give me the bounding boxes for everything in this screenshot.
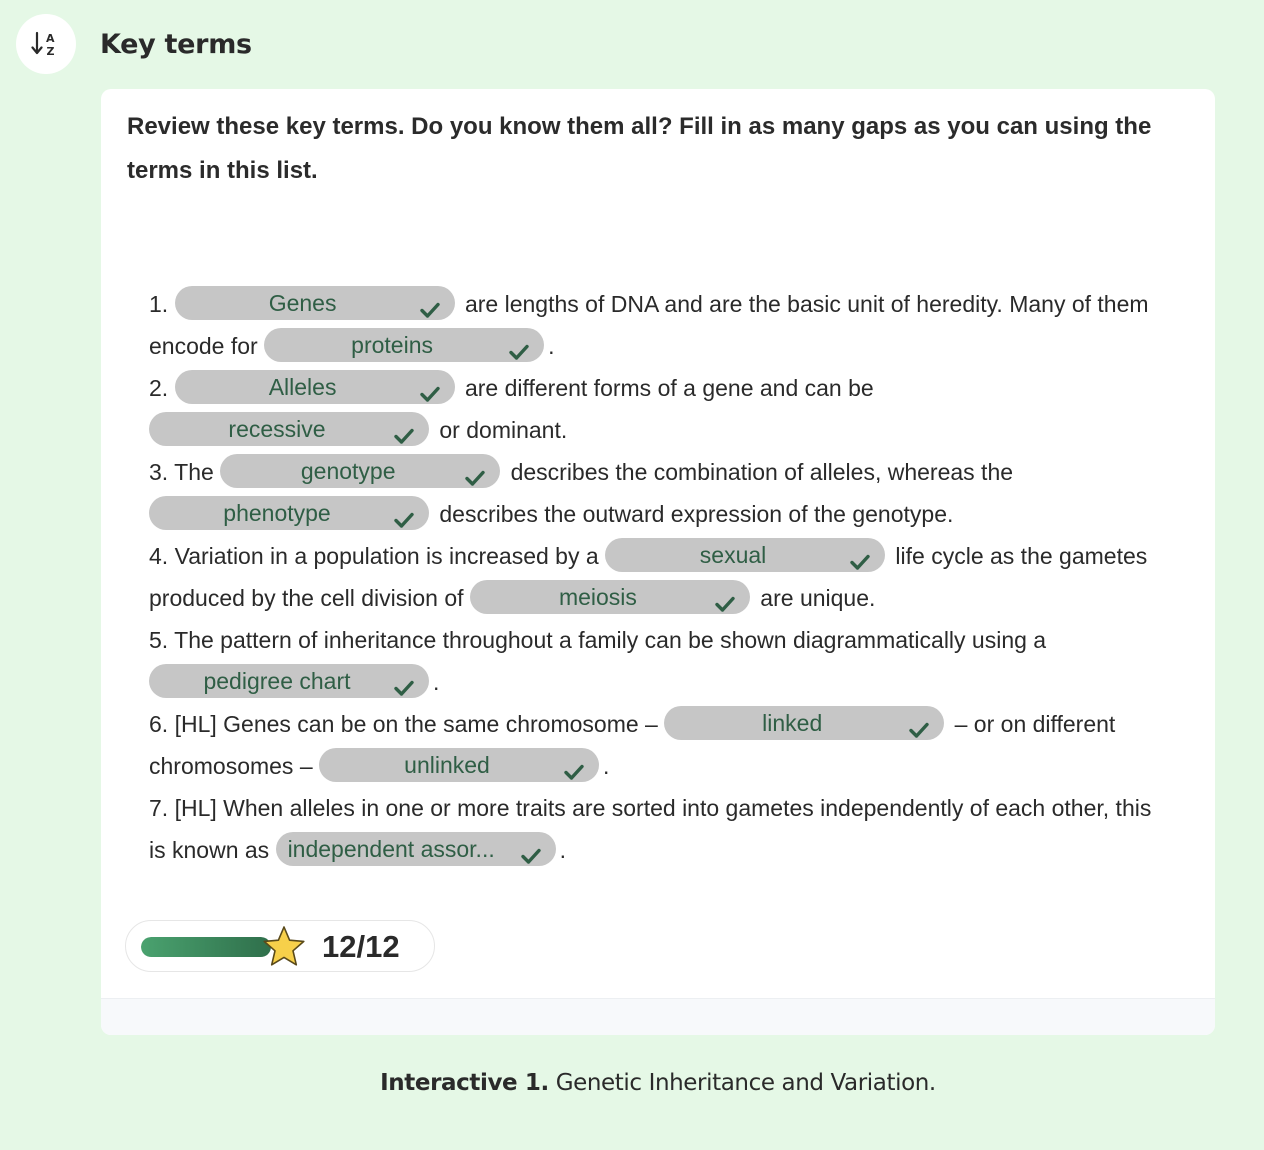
check-icon [849, 544, 871, 566]
answer-text: linked [762, 709, 823, 736]
answer-text: phenotype [223, 499, 331, 526]
answer-text: meiosis [558, 583, 637, 610]
sentence-text: are different forms of a gene and can be [458, 375, 874, 401]
check-icon [393, 418, 415, 440]
answer-dropdown[interactable] [149, 496, 429, 530]
gap-fill-item [149, 787, 1159, 871]
gap-fill-item [149, 283, 1159, 367]
sentence-text: are lengths of DNA and are the basic unit of heredity. Many of them encode for [149, 291, 1149, 359]
gap-fill-item [149, 703, 1159, 787]
sentence-text: 2. [149, 375, 175, 401]
section-title: Key terms [100, 28, 252, 60]
score-indicator [125, 920, 435, 972]
answer-dropdown[interactable] [664, 706, 944, 740]
sentence-text: or dominant. [433, 417, 568, 443]
check-icon [464, 460, 486, 482]
answer-dropdown[interactable] [605, 538, 885, 572]
check-icon [714, 586, 736, 608]
check-icon [393, 670, 415, 692]
gap-fill-list [149, 283, 1159, 871]
sentence-text: life cycle as the gametes produced by the cell division of [149, 543, 1148, 611]
figure-caption [0, 1070, 1264, 1096]
answer-text: unlinked [404, 751, 490, 778]
check-icon [508, 334, 530, 356]
check-icon [520, 838, 542, 860]
answer-dropdown[interactable] [264, 328, 544, 362]
sentence-text: describes the outward expression of the genotype. [433, 501, 954, 527]
answer-dropdown[interactable] [149, 664, 429, 698]
activity-card [101, 89, 1215, 1035]
answer-text: Genes [268, 289, 337, 316]
instructions-text: Review these key terms. Do you know them all? Fill in as many gaps as you can using the terms in this list. [127, 113, 1152, 184]
gap-fill-item [149, 367, 1159, 451]
answer-text: sexual [699, 541, 767, 568]
answer-text: independent assor... [287, 835, 495, 862]
answer-dropdown[interactable] [175, 370, 455, 404]
answer-dropdown[interactable] [319, 748, 599, 782]
gap-fill-item [149, 451, 1159, 535]
sentence-text: are unique. [753, 585, 876, 611]
sentence-text: – or on different chromosomes – [149, 711, 1116, 779]
answer-text: recessive [228, 415, 326, 442]
svg-text:Z: Z [46, 45, 55, 58]
sentence-text: 4. Variation in a population is increased by a [149, 543, 606, 569]
section-header [16, 14, 252, 74]
answer-text: proteins [351, 331, 433, 358]
gap-fill-item [149, 619, 1159, 703]
sentence-text: . [603, 753, 610, 779]
sentence-text: . [548, 333, 555, 359]
sentence-text: 5. The pattern of inheritance throughout a family can be shown diagrammatically using a [149, 627, 1047, 653]
gap-fill-item [149, 535, 1159, 619]
sentence-text: . [559, 837, 566, 863]
sentence-text: . [433, 669, 440, 695]
sentence-text: 3. The [149, 459, 221, 485]
answer-text: Alleles [268, 373, 337, 400]
progress-bar [141, 937, 271, 957]
svg-text:A: A [46, 32, 55, 45]
sentence-text: 1. [149, 291, 175, 317]
answer-dropdown[interactable] [175, 286, 455, 320]
progress-fill [141, 937, 271, 957]
answer-text: pedigree chart [203, 667, 351, 694]
score-text: 12/12 [322, 929, 400, 964]
star-icon [259, 923, 309, 973]
caption-text: Genetic Inheritance and Variation. [548, 1070, 936, 1096]
check-icon [908, 712, 930, 734]
answer-dropdown[interactable] [149, 412, 429, 446]
check-icon [419, 376, 441, 398]
answer-dropdown[interactable] [276, 832, 556, 866]
sentence-text: 7. [HL] When alleles in one or more traits are sorted into gametes independently of each other, this is known as [149, 795, 1152, 863]
answer-text: genotype [300, 457, 396, 484]
sort-az-icon[interactable] [16, 14, 76, 74]
check-icon [419, 292, 441, 314]
caption-label: Interactive 1. [380, 1070, 549, 1096]
sentence-text: 6. [HL] Genes can be on the same chromosome – [149, 711, 665, 737]
check-icon [393, 502, 415, 524]
answer-dropdown[interactable] [470, 580, 750, 614]
answer-dropdown[interactable] [220, 454, 500, 488]
sentence-text: describes the combination of alleles, whereas the [504, 459, 1014, 485]
check-icon [563, 754, 585, 776]
card-footer [101, 998, 1215, 1035]
